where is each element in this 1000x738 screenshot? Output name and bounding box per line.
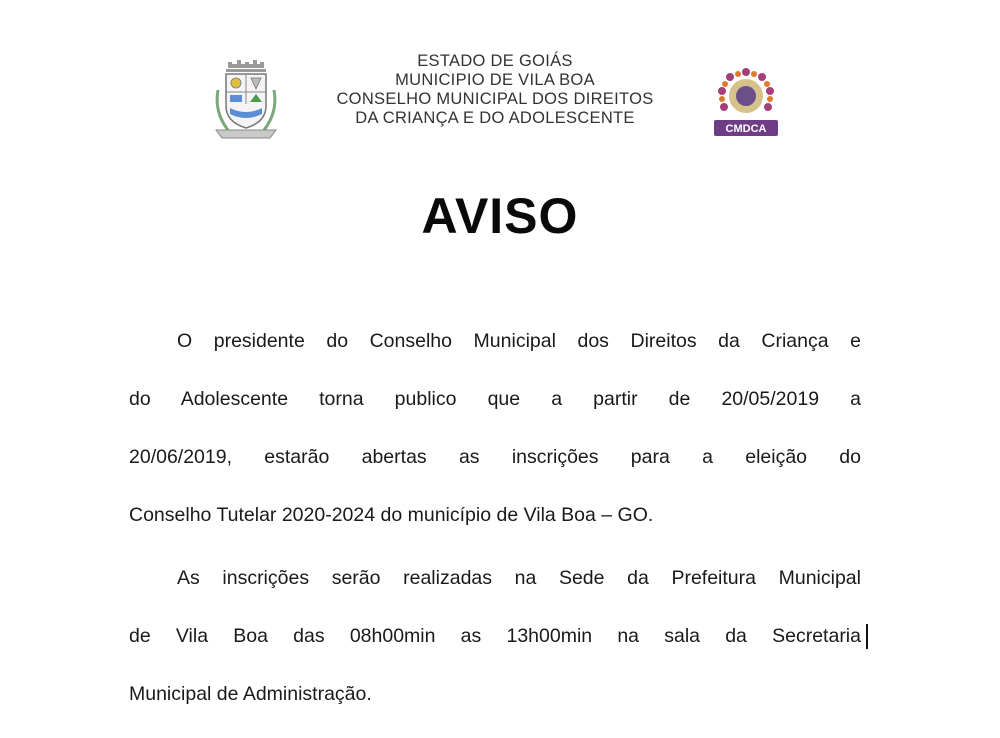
text-cursor [866,624,868,649]
paragraph-line: de Vila Boa das 08h00min as 13h00min na sala da Secretaria [129,625,861,647]
paragraph-line: do Adolescente torna publico que a partir de 20/05/2019 a [129,388,861,410]
council-logo-label: CMDCA [725,123,767,135]
paragraph-2 [129,568,861,704]
paragraph-line: 20/06/2019, estarão abertas as inscrições para a eleição do [129,446,861,468]
header-municipality-line: MUNICIPIO DE VILA BOA [395,71,595,89]
header-council-subline: DA CRIANÇA E DO ADOLESCENTE [355,109,635,127]
paragraph-1 [129,331,861,525]
paragraph-line: Municipal de Administração. [129,683,372,705]
council-logo-icon [706,64,786,140]
paragraph-line: As inscrições serão realizadas na Sede da Prefeitura Municipal [177,567,861,589]
coat-of-arms-icon [208,60,284,142]
paragraph-line: O presidente do Conselho Municipal dos Direitos da Criança e [177,330,861,352]
page-title: AVISO [421,188,579,244]
header-state-line: ESTADO DE GOIÁS [417,52,573,70]
paragraph-line: Conselho Tutelar 2020-2024 do município de Vila Boa – GO. [129,504,654,526]
letterhead-text [300,52,690,128]
header-council-line: CONSELHO MUNICIPAL DOS DIREITOS [336,90,654,108]
letterhead [0,52,1000,144]
